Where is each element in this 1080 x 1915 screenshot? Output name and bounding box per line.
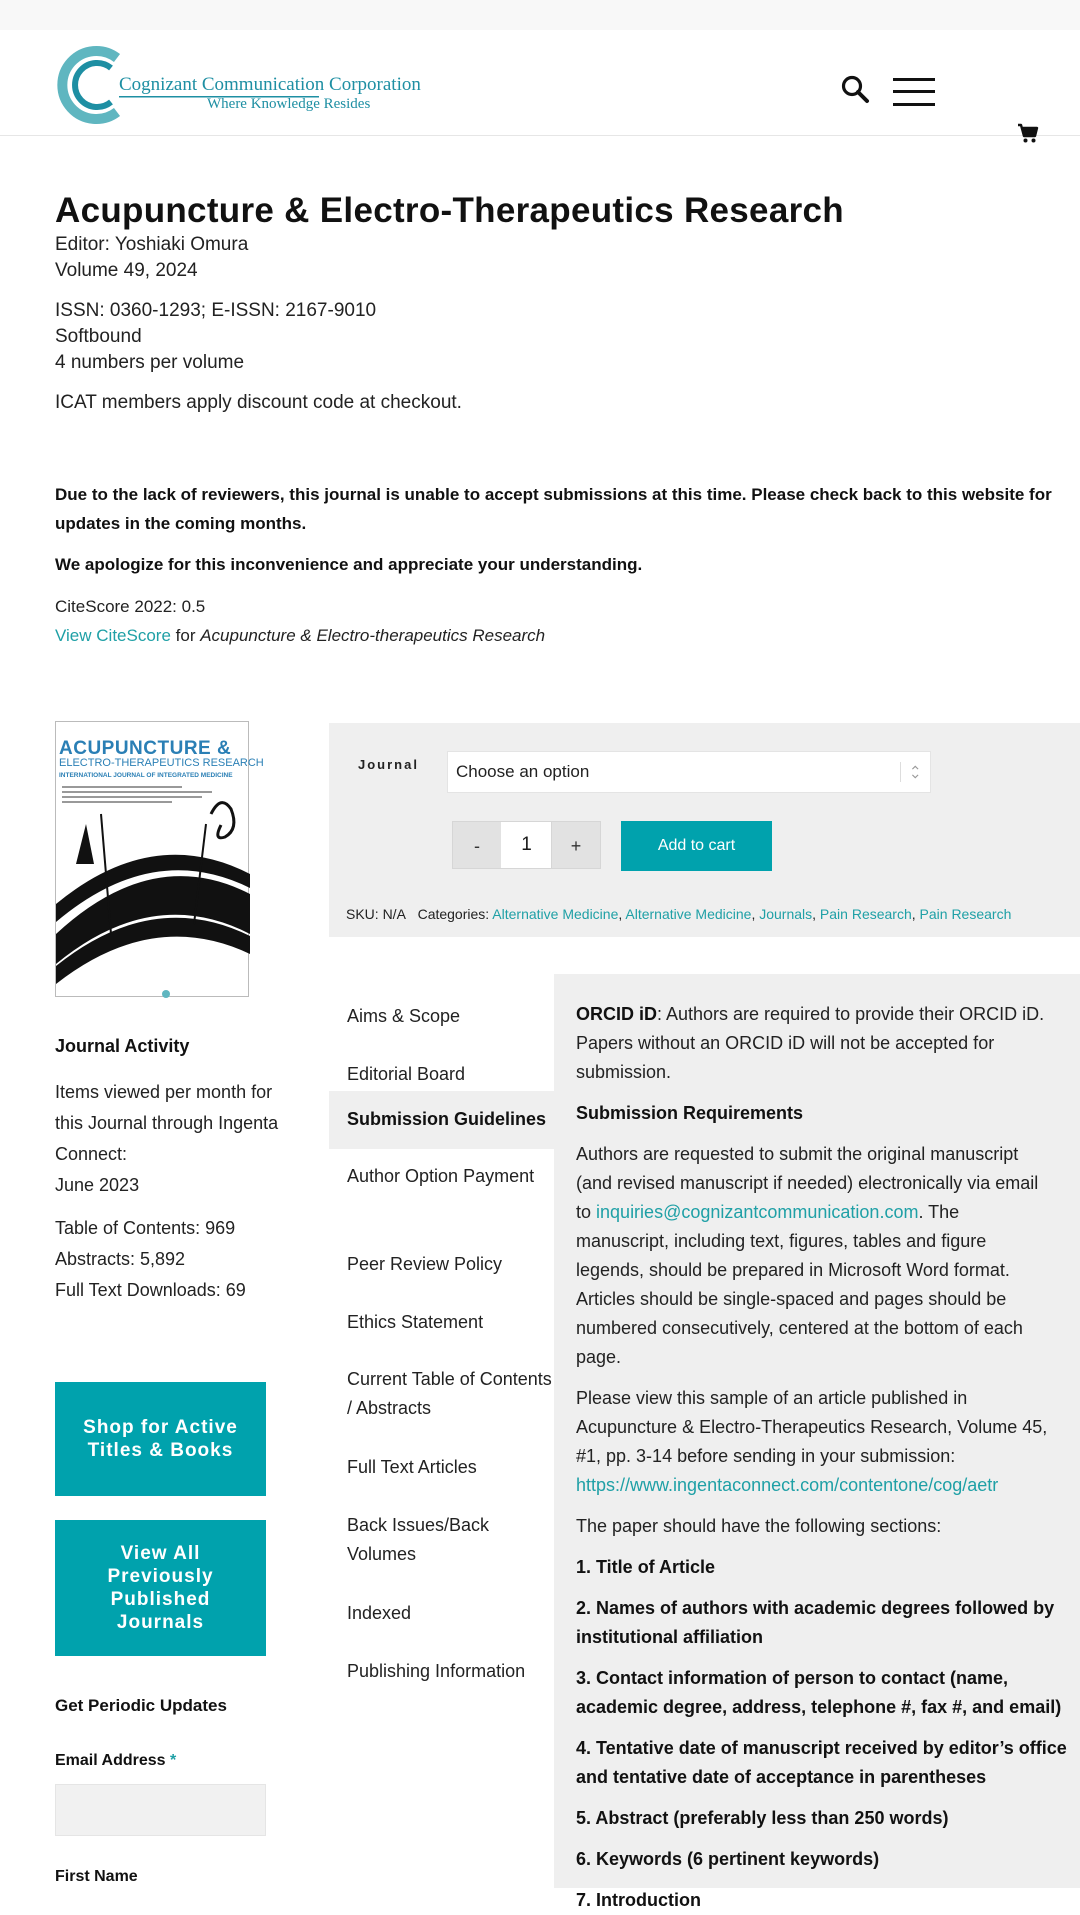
category-link[interactable]: Alternative Medicine [492, 906, 619, 922]
logo-tagline: Where Knowledge Resides [207, 96, 371, 112]
quantity-increase-button[interactable]: + [551, 821, 601, 869]
journal-activity [55, 1036, 295, 1306]
product-title: Acupuncture & Electro-Therapeutics Research [55, 191, 844, 230]
tab-aims-scope[interactable]: Aims & Scope [347, 1006, 461, 1026]
requirements-title: Submission Requirements [576, 1103, 804, 1123]
product-numbers: 4 numbers per volume [55, 352, 245, 373]
product-meta: SKU: N/A Categories: Alternative Medicine, Alternative Medicine, Journals, Pain Research, Pain Research [346, 906, 1012, 922]
tab-full-text-articles[interactable]: Full Text Articles [347, 1457, 477, 1477]
sample-article-link[interactable]: https://www.ingentaconnect.com/contentone/cog/aetr [576, 1475, 999, 1495]
submission-notice [55, 480, 1080, 579]
requirements-text-1: Authors are requested to submit the original manuscript (and revised manuscript if needed) electronically via email to [576, 1144, 1039, 1222]
journal-activity-text: Items viewed per month for this Journal through Ingenta Connect: [55, 1082, 279, 1164]
section-item: 4. Tentative date of manuscript received by editor’s office and tentative date of acceptance in parentheses [576, 1738, 1067, 1787]
cover-title-line-1: ACUPUNCTURE & [59, 738, 232, 759]
logo-company-name: Cognizant Communication Corporation [119, 74, 421, 95]
notice-line-2: We apologize for this inconvenience and appreciate your understanding. [55, 555, 643, 574]
product-editor: Editor: Yoshiaki Omura [55, 234, 249, 255]
quantity-input[interactable]: 1 [501, 821, 552, 869]
inquiries-email-link[interactable]: inquiries@cognizantcommunication.com [596, 1202, 919, 1222]
sample-paragraph [576, 1384, 1080, 1500]
category-link[interactable]: Pain Research [819, 906, 912, 922]
add-to-cart-panel [329, 723, 1080, 937]
updates-title: Get Periodic Updates [55, 1696, 227, 1715]
top-strip [0, 0, 1080, 30]
email-label-text: Email Address [55, 1752, 166, 1769]
shop-active-titles-button[interactable]: Shop for Active Titles & Books [55, 1382, 266, 1496]
category-link[interactable]: Journals [759, 906, 813, 922]
discount-note: ICAT members apply discount code at checkout. [55, 392, 462, 413]
product-issn: ISSN: 0360-1293; E-ISSN: 2167-9010 [55, 300, 377, 321]
quantity-decrease-button[interactable]: - [452, 821, 502, 869]
select-value: Choose an option [456, 762, 590, 781]
cover-title-line-2: ELECTRO-THERAPEUTICS RESEARCH [59, 757, 264, 769]
tab-indexed[interactable]: Indexed [347, 1603, 412, 1623]
site-logo[interactable] [55, 44, 421, 126]
section-item: 7. Introduction [576, 1890, 701, 1910]
journal-cover-image [55, 721, 264, 997]
email-label [55, 1752, 176, 1770]
section-item: 1. Title of Article [576, 1557, 716, 1577]
email-field[interactable] [55, 1784, 266, 1836]
submission-guidelines-panel [554, 974, 1080, 1910]
tab-editorial-board[interactable]: Editorial Board [347, 1064, 466, 1084]
cart-icon[interactable] [1017, 122, 1039, 144]
tab-peer-review-policy[interactable]: Peer Review Policy [347, 1254, 503, 1274]
section-item: 5. Abstract (preferably less than 250 words) [576, 1808, 949, 1828]
requirements-text-2: . The manuscript, including text, figures, tables and figure legends, should be prepared in Microsoft Word format. Articles should be single-spaced and pages should be numbered consecutively, centered at the bottom of each page. [576, 1202, 1023, 1367]
categories-label: Categories: [417, 906, 490, 922]
toc-views: Table of Contents: 969 [55, 1218, 236, 1238]
view-previous-journals-button[interactable]: View All Previously Published Journals [55, 1520, 266, 1656]
journal-activity-title: Journal Activity [55, 1036, 190, 1056]
cover-illustration [56, 784, 250, 994]
sku-value: SKU: N/A [346, 906, 406, 922]
category-link[interactable]: Alternative Medicine [625, 906, 752, 922]
notice-line-1: Due to the lack of reviewers, this journal is unable to accept submissions at this time. Please check back to this website for updates in the coming months. [55, 485, 1052, 533]
journal-activity-date: June 2023 [55, 1175, 140, 1195]
orcid-label: ORCID iD [576, 1004, 657, 1024]
select-arrows-icon [900, 762, 920, 782]
product-summary [55, 190, 1055, 416]
section-item: 3. Contact information of person to contact (name, academic degree, address, telephone #, fax #, and email) [576, 1668, 1062, 1717]
product-volume: Volume 49, 2024 [55, 260, 198, 281]
tab-submission-guidelines[interactable]: Submission Guidelines [329, 1091, 554, 1149]
citescore-journal: Acupuncture & Electro-therapeutics Research [200, 626, 546, 645]
requirements-paragraph [576, 1140, 1080, 1372]
orcid-paragraph [576, 1000, 1080, 1087]
tab-current-toc[interactable]: Current Table of Contents / Abstracts [347, 1369, 552, 1418]
tab-back-issues[interactable]: Back Issues/Back Volumes [347, 1515, 490, 1564]
tab-author-option-payment[interactable]: Author Option Payment [347, 1166, 535, 1186]
category-link[interactable]: Pain Research [919, 906, 1012, 922]
product-binding: Softbound [55, 326, 142, 347]
section-item: 2. Names of authors with academic degrees followed by institutional affiliation [576, 1598, 1055, 1647]
first-name-label: First Name [55, 1868, 138, 1885]
journal-option-select[interactable] [447, 751, 931, 793]
tab-ethics-statement[interactable]: Ethics Statement [347, 1312, 484, 1332]
hamburger-menu-icon[interactable] [893, 76, 935, 108]
fulltext-downloads: Full Text Downloads: 69 [55, 1280, 246, 1300]
sample-text: Please view this sample of an article published in Acupuncture & Electro-Therapeutics Research, Volume 45, #1, pp. 3-14 before sending in your submission: [576, 1388, 1048, 1466]
sections-intro: The paper should have the following sections: [576, 1516, 942, 1536]
add-to-cart-button[interactable]: Add to cart [621, 821, 772, 871]
abstract-views: Abstracts: 5,892 [55, 1249, 186, 1269]
cover-subtitle: INTERNATIONAL JOURNAL OF INTEGRATED MEDICINE [59, 772, 233, 779]
required-mark: * [170, 1752, 177, 1769]
tab-publishing-information[interactable]: Publishing Information [347, 1661, 526, 1681]
citescore-block [55, 592, 545, 650]
citescore-value: CiteScore 2022: 0.5 [55, 597, 206, 616]
site-header [0, 30, 1080, 136]
citescore-for: for [175, 626, 196, 645]
journal-variation-label: Journal [358, 757, 419, 772]
section-item: 6. Keywords (6 pertinent keywords) [576, 1849, 880, 1869]
search-icon[interactable] [840, 74, 870, 104]
view-citescore-link[interactable]: View CiteScore [55, 626, 171, 645]
orcid-text: : Authors are required to provide their ORCID iD. Papers without an ORCID iD will not be accepted for submission. [576, 1004, 1045, 1082]
